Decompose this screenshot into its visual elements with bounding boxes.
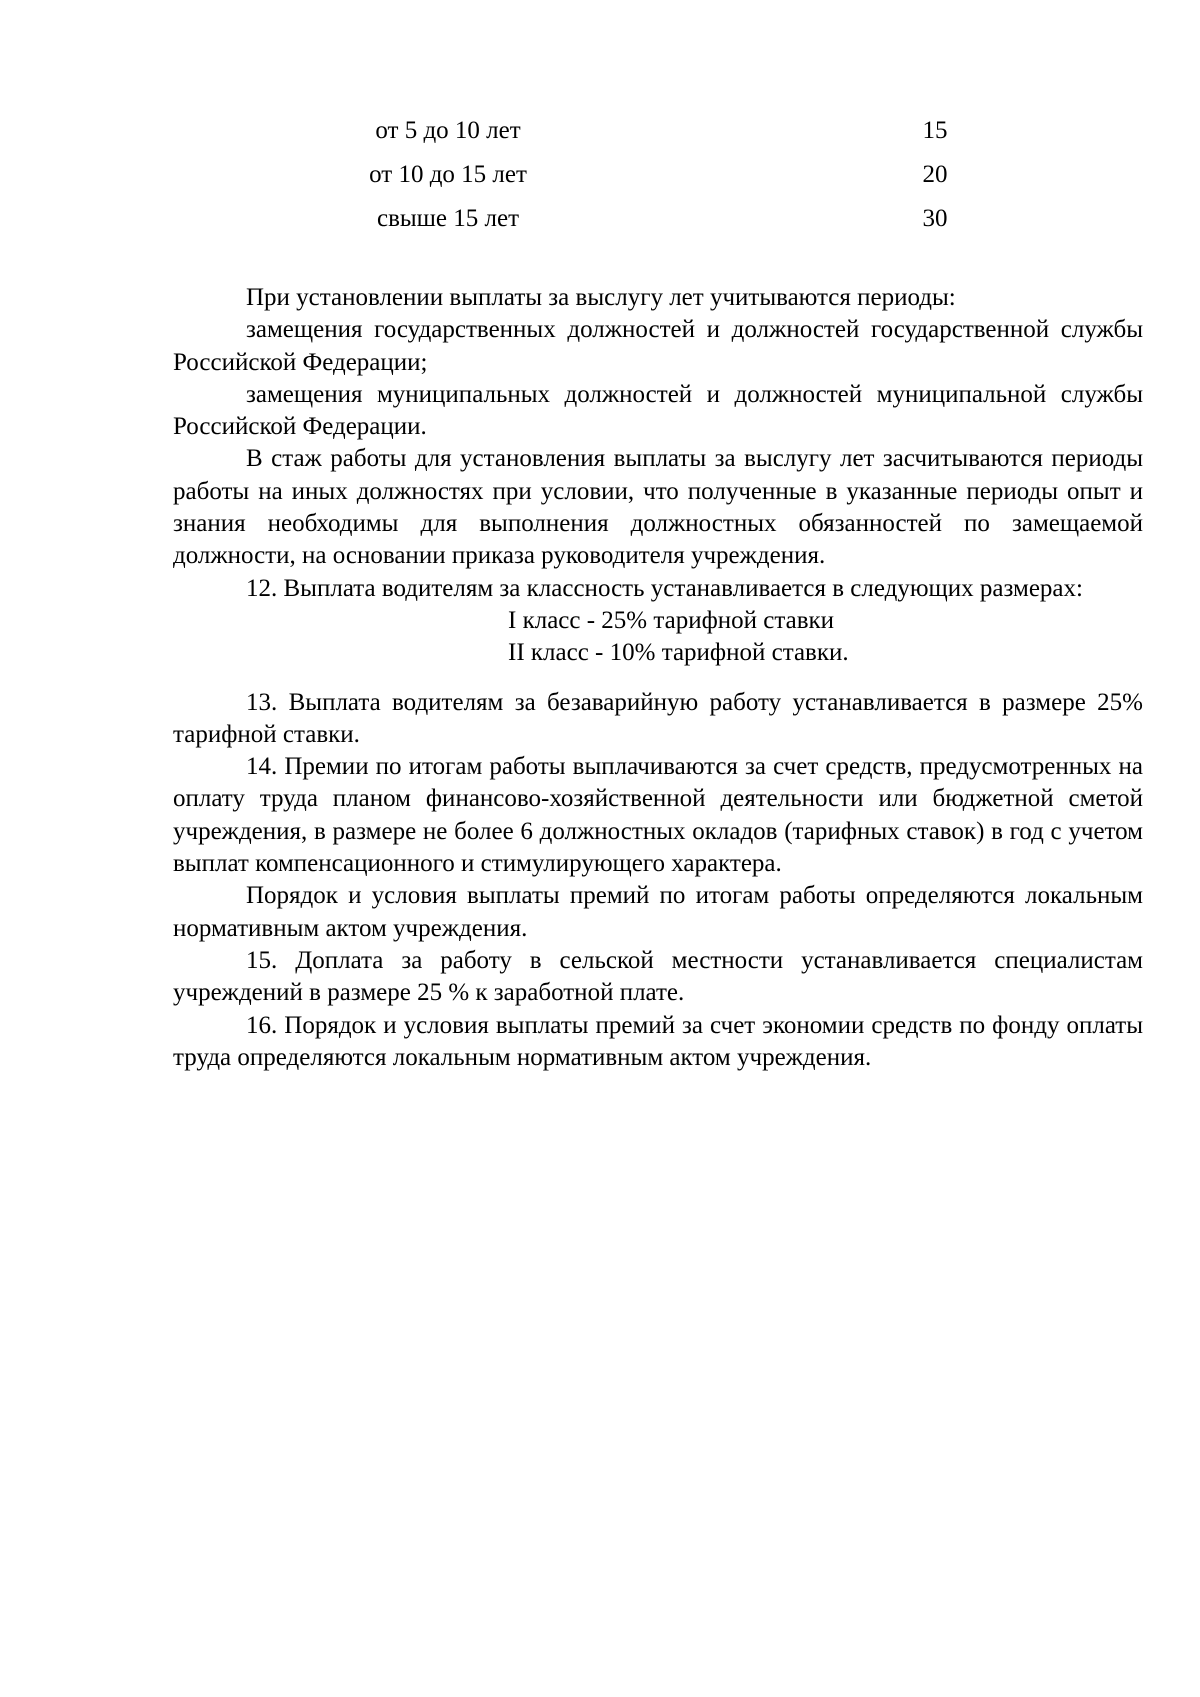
period-cell: свыше 15 лет: [376, 205, 520, 232]
table-row: [0, 206, 1200, 250]
paragraph-bonus-procedure: Порядок и условия выплаты премий по итогам работы определяются локальным нормативным актом учреждения.: [173, 882, 1143, 942]
class-2-line: II класс - 10% тарифной ставки.: [508, 639, 849, 667]
paragraph-item-16: 16. Порядок и условия выплаты премий за счет экономии средств по фонду оплаты труда определяются локальным нормативным актом учреждения.: [173, 1011, 1143, 1071]
table-row: [0, 162, 1200, 206]
paragraph-item-14: 14. Премии по итогам работы выплачиваются за счет средств, предусмотренных на оплату труда планом финансово-хозяйственной деятельности или бюджетной сметой учреждения, в размере не более 6 должностных окладов (тарифных ставок) в год с учетом выплат компенсационного и стимулирующего характера.: [173, 753, 1143, 878]
percent-cell: 30: [922, 205, 948, 232]
service-length-table: [0, 118, 1200, 250]
paragraph-periods-intro: При установлении выплаты за выслугу лет учитываются периоды:: [246, 284, 956, 311]
paragraph-item-15: 15. Доплата за работу в сельской местности устанавливается специалистам учреждений в размере 25 % к заработной плате.: [173, 946, 1143, 1007]
percent-cell: 15: [922, 117, 948, 144]
table-row: [0, 118, 1200, 162]
paragraph-state-service: замещения государственных должностей и должностей государственной службы Российской Федерации;: [173, 316, 1143, 376]
period-cell: от 5 до 10 лет: [375, 117, 521, 144]
paragraph-municipal-service: замещения муниципальных должностей и должностей муниципальной службы Российской Федерации.: [173, 380, 1143, 441]
class-1-line: I класс - 25% тарифной ставки: [508, 606, 835, 634]
paragraph-other-positions: В стаж работы для установления выплаты за выслугу лет засчитываются периоды работы на иных должностях при условии, что полученные в указанные периоды опыт и знания необходимы для выполнения должностных обязанностей по замещаемой должности, на основании приказа руководителя учреждения.: [173, 445, 1143, 570]
document-body: [173, 282, 1143, 1074]
paragraph-item-13: 13. Выплата водителям за безаварийную работу устанавливается в размере 25% тарифной ставки.: [173, 688, 1143, 748]
period-cell: от 10 до 15 лет: [369, 161, 527, 188]
driver-class-list: [173, 605, 1143, 670]
paragraph-item-12: 12. Выплата водителям за классность устанавливается в следующих размерах:: [246, 574, 1083, 602]
percent-cell: 20: [922, 161, 948, 188]
